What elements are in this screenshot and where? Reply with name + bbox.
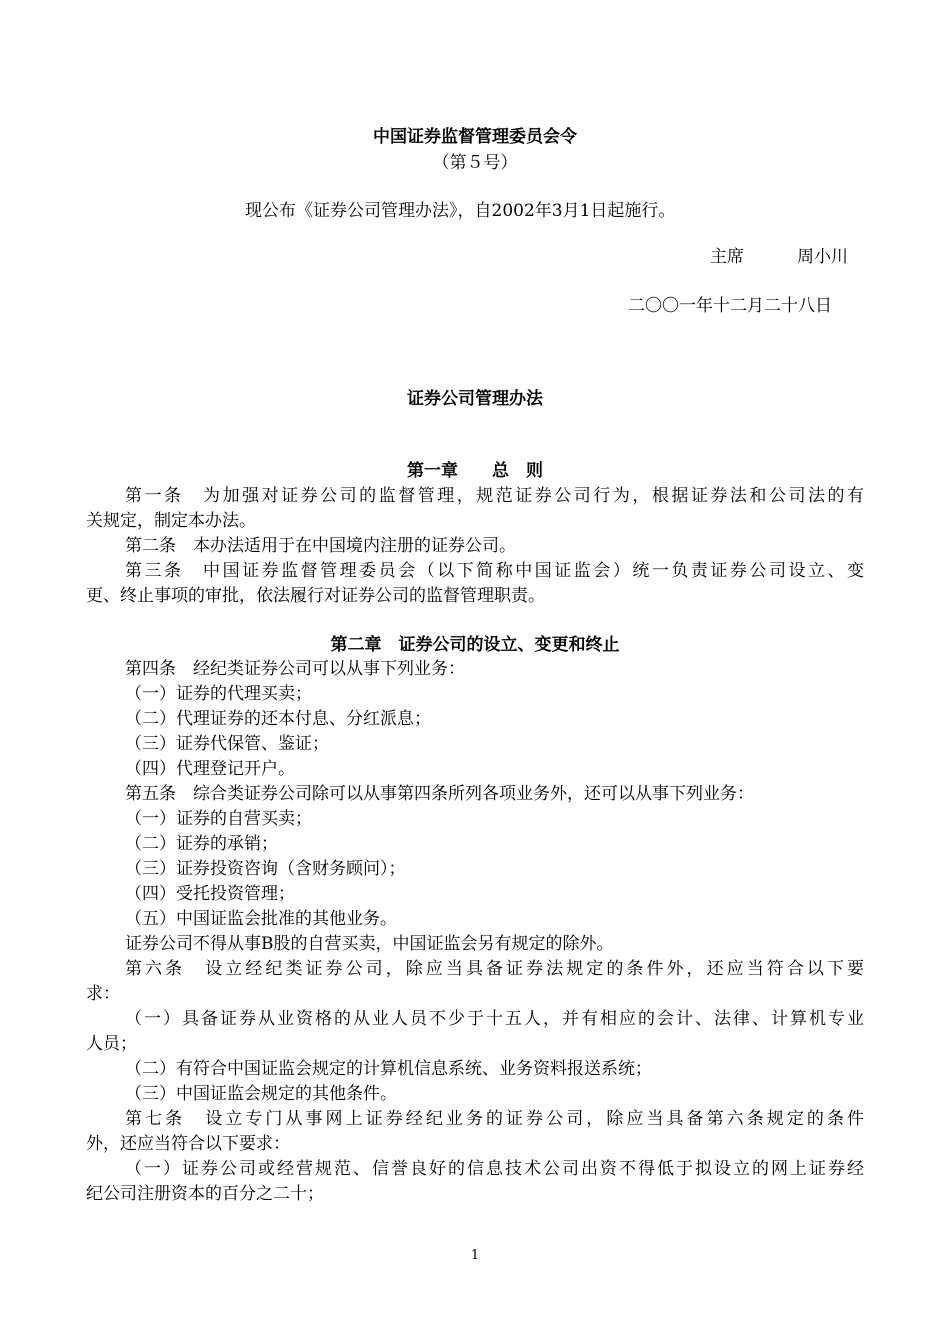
- order-number: （第５号）: [432, 153, 518, 173]
- chapter-2-line: （二）代理证券的还本付息、分红派息；: [125, 709, 431, 729]
- chapter-2-line: 求：: [86, 984, 120, 1004]
- chapter-2-line: 外，还应当符合以下要求：: [86, 1134, 290, 1154]
- order-date: 二〇〇一年十二月二十八日: [628, 296, 832, 316]
- signer-name: 周小川: [797, 247, 848, 267]
- chapter-1-heading: 第一章 总 则: [407, 461, 543, 481]
- chapter-1-line: 第一条 为加强对证券公司的监督管理，规范证券公司行为，根据证券法和公司法的有: [125, 486, 864, 506]
- chapter-2-line: （四）受托投资管理；: [125, 884, 295, 904]
- chapter-2-line: （三）证券投资咨询（含财务顾问）；: [125, 859, 406, 879]
- chapter-2-line: （一）具备证券从业资格的从业人员不少于十五人，并有相应的会计、法律、计算机专业: [125, 1009, 864, 1029]
- chapter-2-line: 证券公司不得从事B股的自营买卖，中国证监会另有规定的除外。: [125, 934, 614, 954]
- chapter-2-line: （四）代理登记开户。: [125, 759, 295, 779]
- chapter-2-line: （二）有符合中国证监会规定的计算机信息系统、业务资料报送系统；: [125, 1059, 652, 1079]
- chapter-2-line: 第七条 设立专门从事网上证券经纪业务的证券公司，除应当具备第六条规定的条件: [125, 1109, 864, 1129]
- chapter-2-line: （二）证券的承销；: [125, 834, 278, 854]
- chapter-2-line: （一）证券的自营买卖；: [125, 809, 312, 829]
- chapter-2-line: （三）中国证监会规定的其他条件。: [125, 1084, 397, 1104]
- chapter-2-line: （一）证券的代理买卖；: [125, 684, 312, 704]
- order-title: 中国证券监督管理委员会令: [373, 127, 577, 147]
- chapter-2-heading: 第二章 证券公司的设立、变更和终止: [330, 635, 620, 655]
- signer-title: 主席: [710, 247, 744, 267]
- chapter-1-line: 第三条 中国证券监督管理委员会（以下简称中国证监会）统一负责证券公司设立、变: [125, 561, 864, 581]
- chapter-2-line: （五）中国证监会批准的其他业务。: [125, 909, 397, 929]
- chapter-1-line: 关规定，制定本办法。: [86, 511, 256, 531]
- page-number: 1: [470, 1248, 480, 1263]
- doc-title: 证券公司管理办法: [407, 389, 543, 409]
- chapter-2-line: 纪公司注册资本的百分之二十；: [86, 1184, 324, 1204]
- chapter-2-line: 人员；: [86, 1034, 137, 1054]
- chapter-2-line: （一）证券公司或经营规范、信誉良好的信息技术公司出资不得低于拟设立的网上证券经: [125, 1159, 864, 1179]
- announcement: 现公布《证券公司管理办法》，自2002年3月1日起施行。: [245, 201, 676, 221]
- chapter-2-line: （三）证券代保管、鉴证；: [125, 734, 329, 754]
- chapter-1-line: 第二条 本办法适用于在中国境内注册的证券公司。: [125, 536, 516, 556]
- chapter-2-line: 第六条 设立经纪类证券公司，除应当具备证券法规定的条件外，还应当符合以下要: [125, 959, 864, 979]
- chapter-2-line: 第五条 综合类证券公司除可以从事第四条所列各项业务外，还可以从事下列业务：: [125, 784, 754, 804]
- chapter-1-line: 更、终止事项的审批，依法履行对证券公司的监督管理职责。: [86, 586, 545, 606]
- chapter-2-line: 第四条 经纪类证券公司可以从事下列业务：: [125, 659, 465, 679]
